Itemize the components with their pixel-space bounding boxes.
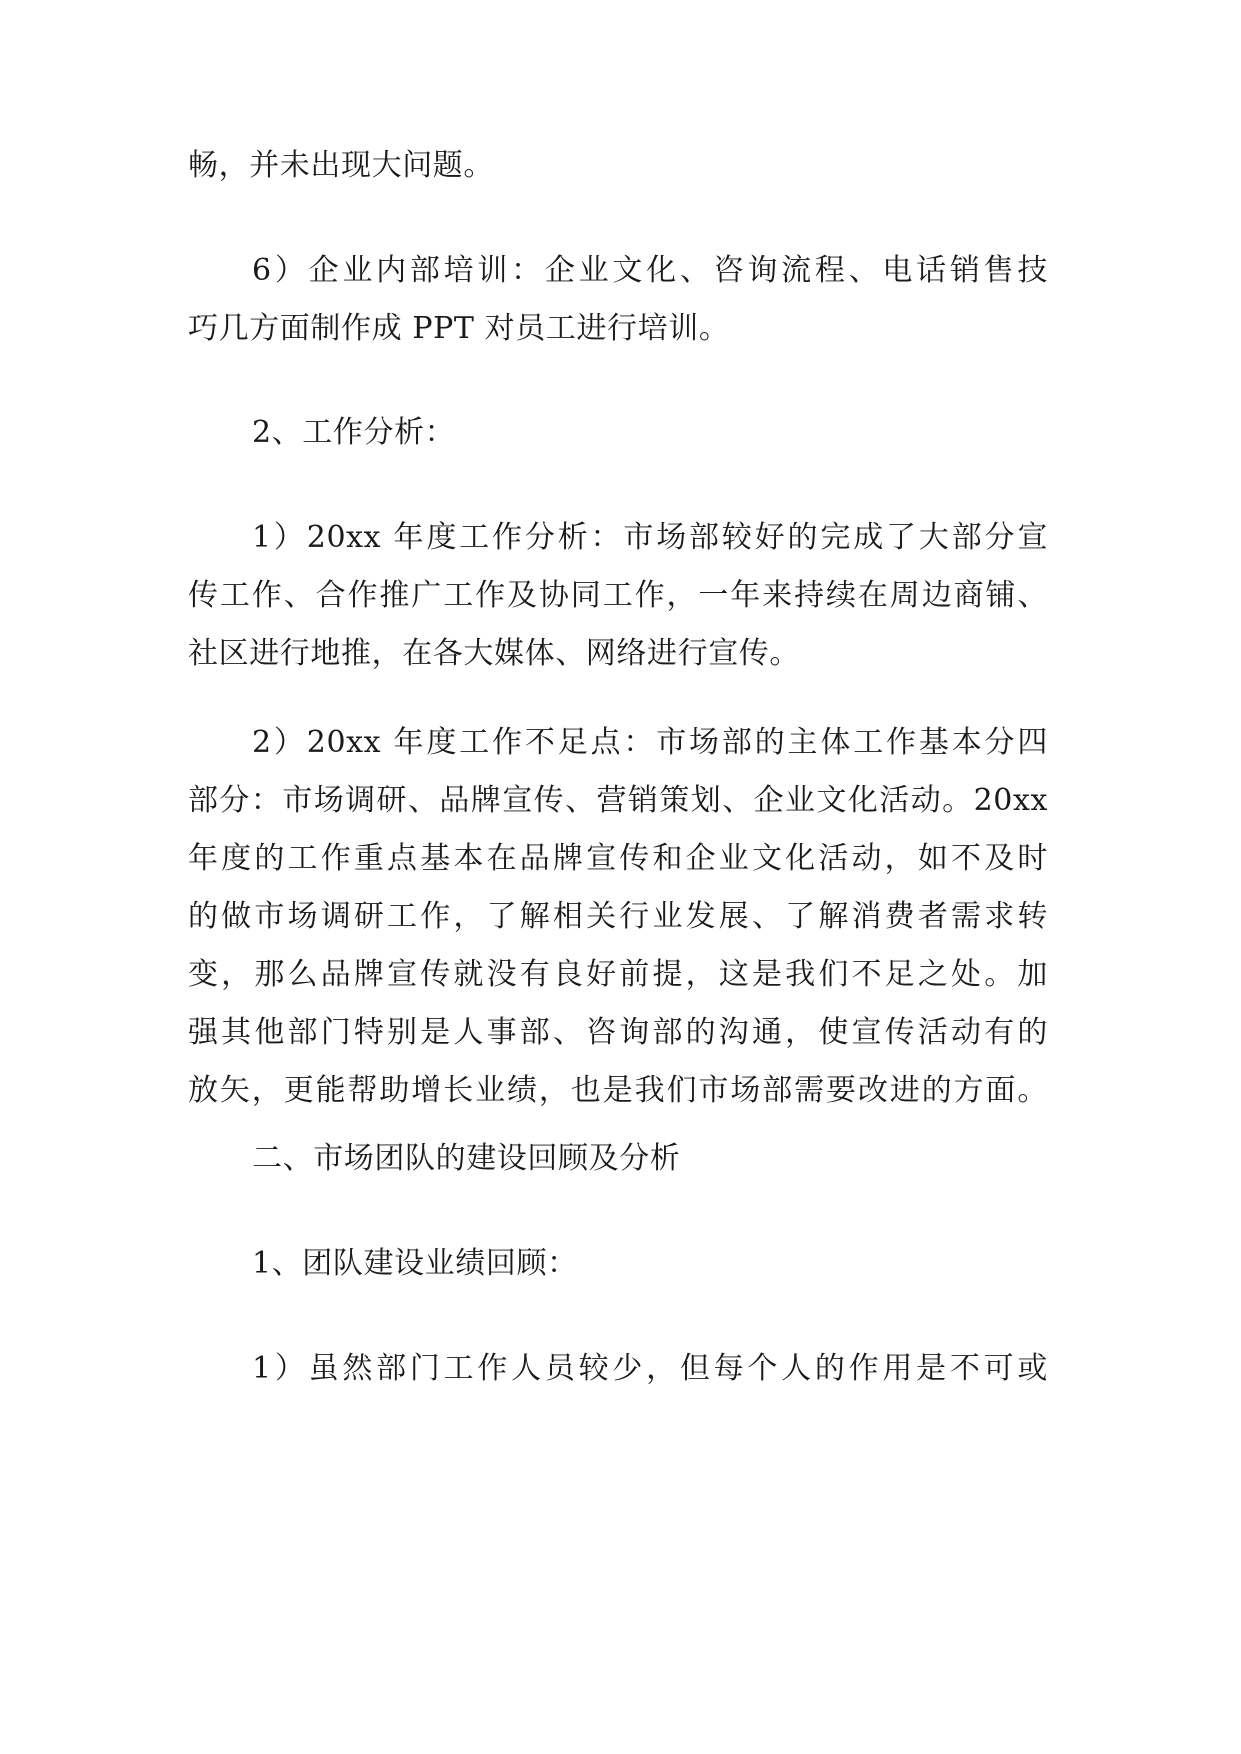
text-line: 社区进行地推，在各大媒体、网络进行宣传。 [188, 636, 800, 671]
text-line: 传工作、合作推广工作及协同工作，一年来持续在周边商铺、 [188, 578, 1048, 613]
heading-team-performance [188, 1235, 1048, 1293]
text-line: 的做市场调研工作，了解相关行业发展、了解消费者需求转 [188, 899, 1048, 934]
paragraph-staff [188, 1340, 1048, 1398]
text-line: 畅，并未出现大问题。 [188, 148, 494, 183]
text-line: 二、市场团队的建设回顾及分析 [252, 1141, 681, 1176]
text-line: 年度的工作重点基本在品牌宣传和企业文化活动，如不及时 [188, 841, 1048, 876]
text-line: 变，那么品牌宣传就没有良好前提，这是我们不足之处。加 [188, 957, 1048, 992]
heading-team-review [188, 1130, 1048, 1188]
text-line: 6）企业内部培训：企业文化、咨询流程、电话销售技 [252, 253, 1048, 288]
text-line: 巧几方面制作成 PPT 对员工进行培训。 [188, 311, 730, 346]
text-line: 1）虽然部门工作人员较少，但每个人的作用是不可或 [252, 1351, 1048, 1386]
text-line: 部分：市场调研、品牌宣传、营销策划、企业文化活动。20xx [188, 783, 1048, 818]
text-line: 强其他部门特别是人事部、咨询部的沟通，使宣传活动有的 [188, 1015, 1048, 1050]
text-line: 1、团队建设业绩回顾： [252, 1246, 578, 1281]
paragraph-internal-training [188, 242, 1048, 358]
paragraph-shortcomings [188, 714, 1048, 1120]
text-line: 放矢，更能帮助增长业绩，也是我们市场部需要改进的方面。 [188, 1073, 1048, 1108]
paragraph-continuation [188, 137, 1048, 195]
paragraph-annual-analysis [188, 509, 1048, 683]
text-line: 2、工作分析： [252, 415, 456, 450]
text-line: 1）20xx 年度工作分析：市场部较好的完成了大部分宣 [252, 520, 1048, 555]
heading-work-analysis [188, 404, 1048, 462]
text-line: 2）20xx 年度工作不足点：市场部的主体工作基本分四 [252, 725, 1048, 760]
